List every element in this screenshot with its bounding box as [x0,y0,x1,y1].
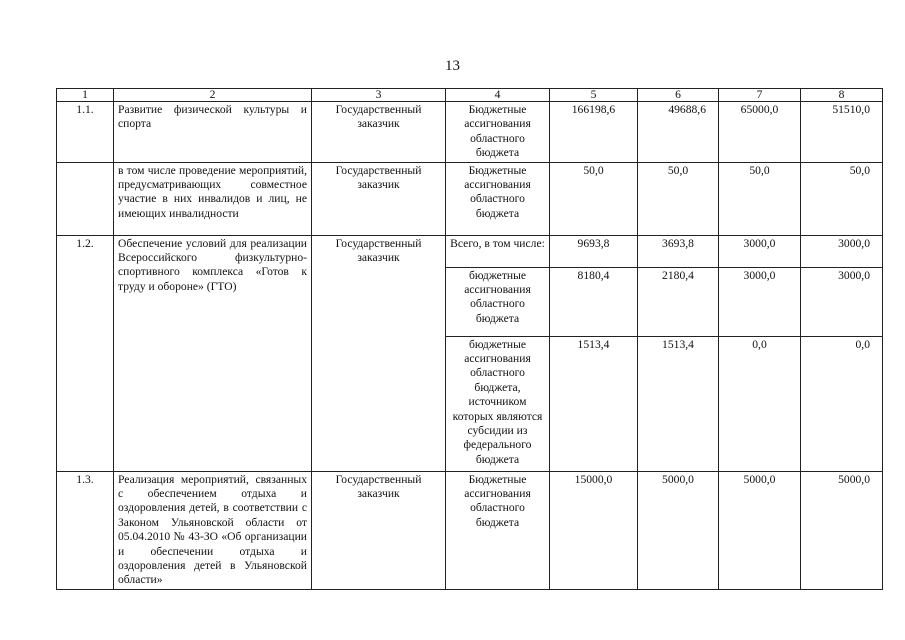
value-total: 9693,8 [550,235,638,267]
value-year-1: 5000,0 [638,471,719,589]
value-year-3: 3000,0 [801,267,883,336]
column-header: 1 [57,89,114,102]
row-number: 1.2. [57,235,114,471]
value-year-2: 3000,0 [719,235,801,267]
table-row [57,102,883,163]
budget-table [56,88,883,590]
column-header: 5 [550,89,638,102]
value-year-3: 3000,0 [801,235,883,267]
value-total: 50,0 [550,162,638,235]
column-header: 8 [801,89,883,102]
funding-source: Бюджетные ассигнования областного бюджета [446,471,550,589]
value-total: 166198,6 [550,102,638,163]
activity-name: Реализация мероприятий, связанных с обеспечением отдыха и оздоровления детей, в соответствии с Законом Ульяновской области от 05.04.2010 № 43-ЗО «Об организации и обеспечении отдыха и оздоровления детей в Ульяновской области» [114,471,312,589]
funding-source: бюджетные ассигнования областного бюджета, источником которых являются субсидии из федерального бюджета [446,336,550,471]
value-total: 8180,4 [550,267,638,336]
column-header: 4 [446,89,550,102]
row-number [57,162,114,235]
value-year-2: 65000,0 [719,102,801,163]
customer: Государственный заказчик [312,471,446,589]
value-year-2: 3000,0 [719,267,801,336]
page-number: 13 [445,58,460,74]
customer: Государственный заказчик [312,235,446,471]
column-header: 6 [638,89,719,102]
table-row [57,235,883,267]
value-year-3: 0,0 [801,336,883,471]
customer: Государственный заказчик [312,162,446,235]
activity-name: Развитие физической культуры и спорта [114,102,312,163]
value-year-2: 5000,0 [719,471,801,589]
table-header-row [57,89,883,102]
row-number: 1.1. [57,102,114,163]
activity-name: Обеспечение условий для реализации Всероссийского физкультурно-спортивного комплекса «Готов к труду и обороне» (ГТО) [114,235,312,471]
value-total: 15000,0 [550,471,638,589]
value-year-1: 50,0 [638,162,719,235]
value-year-3: 5000,0 [801,471,883,589]
value-year-2: 0,0 [719,336,801,471]
funding-source: бюджетные ассигнования областного бюджета [446,267,550,336]
column-header: 3 [312,89,446,102]
value-year-1: 2180,4 [638,267,719,336]
customer: Государственный заказчик [312,102,446,163]
table-row [57,162,883,235]
row-number: 1.3. [57,471,114,589]
value-year-3: 51510,0 [801,102,883,163]
value-year-2: 50,0 [719,162,801,235]
column-header: 7 [719,89,801,102]
table-row [57,471,883,589]
funding-source: Бюджетные ассигнования областного бюджета [446,162,550,235]
value-total: 1513,4 [550,336,638,471]
column-header: 2 [114,89,312,102]
value-year-1: 49688,6 [638,102,719,163]
funding-source: Всего, в том числе: [446,235,550,267]
value-year-1: 3693,8 [638,235,719,267]
activity-name: в том числе проведение мероприятий, предусматривающих совместное участие в них инвалидов и лиц, не имеющих инвалидности [114,162,312,235]
funding-source: Бюджетные ассигнования областного бюджета [446,102,550,163]
value-year-3: 50,0 [801,162,883,235]
value-year-1: 1513,4 [638,336,719,471]
